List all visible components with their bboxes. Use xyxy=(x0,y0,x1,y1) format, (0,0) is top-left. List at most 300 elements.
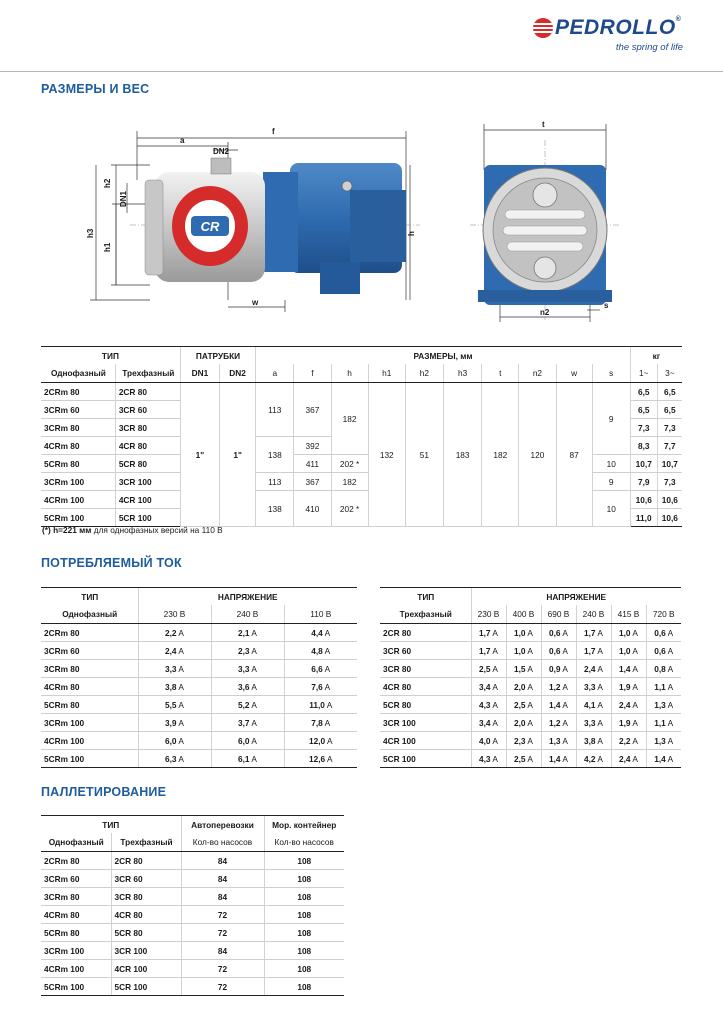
table-row xyxy=(41,678,357,696)
cur3-unit: A xyxy=(527,753,533,764)
dim-single: 5CRm 80 xyxy=(41,455,115,473)
dim-label-f: f xyxy=(272,127,275,136)
cur3-value xyxy=(471,624,506,642)
cur3-type: 5CR 100 xyxy=(380,750,471,768)
cur3-unit: A xyxy=(527,663,533,674)
dim-col-dn2: DN2 xyxy=(220,364,256,383)
cur3-amps: 1,0 xyxy=(619,645,631,656)
footnote-mark: (*) xyxy=(42,525,51,535)
dim-kg1: 11,0 xyxy=(630,509,657,527)
cur3-type: 3CR 80 xyxy=(380,660,471,678)
cur3-value xyxy=(576,642,611,660)
cur1-amps: 5,2 xyxy=(238,699,250,710)
cur3-col-volt: 690 В xyxy=(541,605,576,624)
pal-single: 4CRm 100 xyxy=(41,960,111,978)
cur3-amps: 1,2 xyxy=(549,717,561,728)
cur3-value xyxy=(576,732,611,750)
cur3-value xyxy=(576,660,611,678)
dim-col-n2: n2 xyxy=(519,364,556,383)
cur1-unit: A xyxy=(251,681,257,692)
cur1-value xyxy=(284,660,357,678)
cur1-unit: A xyxy=(251,699,257,710)
cur3-amps: 1,9 xyxy=(619,717,631,728)
cur3-h-type: ТИП xyxy=(380,588,471,606)
dim-label-h: h xyxy=(407,231,416,236)
cur3-unit: A xyxy=(632,735,638,746)
pal-sea: 108 xyxy=(264,924,344,942)
cur1-value xyxy=(284,750,357,768)
dim-label-t: t xyxy=(542,120,545,129)
dim-kg3: 10,6 xyxy=(657,491,682,509)
cur3-amps: 0,9 xyxy=(549,663,561,674)
dim-label-h2: h2 xyxy=(103,178,112,188)
cur3-value xyxy=(506,642,541,660)
cur1-amps: 6,6 xyxy=(311,663,323,674)
cur3-value xyxy=(471,732,506,750)
cur3-amps: 1,5 xyxy=(514,663,526,674)
dim-h: 182 xyxy=(331,383,368,455)
pal-h-sea: Мор. контейнер xyxy=(264,816,344,834)
cur3-amps: 2,5 xyxy=(514,753,526,764)
cur3-value xyxy=(611,660,646,678)
dim-label-n2: n2 xyxy=(540,308,550,317)
dim-label-dn2: DN2 xyxy=(213,147,230,156)
dim-h2: 51 xyxy=(405,383,443,527)
dim-col-dn1: DN1 xyxy=(180,364,219,383)
cur1-value xyxy=(211,642,284,660)
dim-f: 410 xyxy=(294,491,331,527)
cur3-unit: A xyxy=(527,735,533,746)
cur3-col-volt: 415 В xyxy=(611,605,646,624)
cur3-unit: A xyxy=(667,645,674,656)
cur3-amps: 2,5 xyxy=(514,699,526,710)
pal-auto: 84 xyxy=(181,888,264,906)
cur1-amps: 7,6 xyxy=(311,681,323,692)
table-row xyxy=(380,696,681,714)
cur3-value xyxy=(471,696,506,714)
cur3-unit: A xyxy=(492,681,498,692)
dim-f: 392 xyxy=(294,437,331,455)
cur1-unit: A xyxy=(178,627,184,638)
pal-single: 5CRm 100 xyxy=(41,978,111,996)
cur3-amps: 1,4 xyxy=(654,753,666,764)
cur3-amps: 3,3 xyxy=(584,717,596,728)
dim-n2: 120 xyxy=(519,383,556,527)
cur1-col-volt: 110 В xyxy=(284,605,357,624)
dim-label-h3: h3 xyxy=(86,228,95,238)
cur3-amps: 3,4 xyxy=(479,681,491,692)
cur3-amps: 2,4 xyxy=(619,699,631,710)
pal-auto: 72 xyxy=(181,978,264,996)
cur3-type: 2CR 80 xyxy=(380,624,471,642)
dim-label-dn1: DN1 xyxy=(119,190,128,207)
brand-tagline: the spring of life xyxy=(615,42,683,53)
cur1-value xyxy=(138,642,211,660)
cur3-value xyxy=(506,714,541,732)
cur3-amps: 1,4 xyxy=(619,663,631,674)
cur1-unit: A xyxy=(178,663,184,674)
pal-three: 4CR 100 xyxy=(111,960,181,978)
cur3-value xyxy=(646,660,681,678)
dim-label-s: s xyxy=(604,301,609,310)
brand-logo xyxy=(533,14,683,60)
cur1-type: 4CRm 80 xyxy=(41,678,138,696)
cur3-unit: A xyxy=(667,717,674,728)
cur3-value xyxy=(471,750,506,768)
cur1-type: 3CRm 100 xyxy=(41,714,138,732)
cur1-value xyxy=(211,624,284,642)
pal-auto: 84 xyxy=(181,852,264,870)
cur3-amps: 1,9 xyxy=(619,681,631,692)
cur1-amps: 3,6 xyxy=(238,681,250,692)
dim-three: 2CR 80 xyxy=(115,383,180,401)
cur3-unit: A xyxy=(597,753,603,764)
dim-kg3: 7,7 xyxy=(657,437,682,455)
pal-h-auto: Автоперевозки xyxy=(181,816,264,834)
cur1-unit: A xyxy=(324,627,331,638)
dim-dn1: 1" xyxy=(180,383,219,527)
cur1-value xyxy=(211,660,284,678)
cur1-unit: A xyxy=(251,717,257,728)
cur3-unit: A xyxy=(632,681,638,692)
cur1-unit: A xyxy=(251,735,257,746)
table-row xyxy=(41,870,344,888)
cur3-amps: 3,3 xyxy=(584,681,596,692)
cur3-amps: 4,0 xyxy=(479,735,491,746)
pal-three: 3CR 100 xyxy=(111,942,181,960)
cur3-type: 4CR 100 xyxy=(380,732,471,750)
cur3-amps: 1,1 xyxy=(654,681,666,692)
cur1-value xyxy=(211,732,284,750)
cur1-unit: A xyxy=(324,681,331,692)
cur1-unit: A xyxy=(178,735,184,746)
cur3-amps: 1,0 xyxy=(514,627,526,638)
dim-h1: 132 xyxy=(368,383,405,527)
dim-kg3: 6,5 xyxy=(657,383,682,401)
cur3-amps: 3,4 xyxy=(479,717,491,728)
cur3-value xyxy=(506,750,541,768)
cur3-amps: 0,6 xyxy=(549,627,561,638)
cur3-unit: A xyxy=(632,717,638,728)
cur1-amps: 12,0 xyxy=(308,735,326,746)
table-row xyxy=(41,852,344,870)
cur3-unit: A xyxy=(527,681,533,692)
cur3-amps: 1,7 xyxy=(584,645,596,656)
cur1-h-volt: НАПРЯЖЕНИЕ xyxy=(138,588,357,606)
cur3-amps: 0,8 xyxy=(654,663,666,674)
dim-single: 3CRm 80 xyxy=(41,419,115,437)
table-row xyxy=(41,624,357,642)
cur3-unit: A xyxy=(632,627,638,638)
cur1-amps: 3,3 xyxy=(165,663,177,674)
cur3-value xyxy=(576,750,611,768)
cur3-amps: 1,3 xyxy=(654,735,666,746)
table-row xyxy=(380,624,681,642)
dim-h-kg: кг xyxy=(630,347,682,365)
dim-t: 182 xyxy=(482,383,519,527)
cur1-amps: 2,3 xyxy=(238,645,250,656)
dim-h: 202 * xyxy=(331,455,368,473)
cur3-h-volt: НАПРЯЖЕНИЕ xyxy=(471,588,681,606)
dim-dn2: 1" xyxy=(220,383,256,527)
cur1-amps: 7,8 xyxy=(311,717,323,728)
cur3-amps: 1,4 xyxy=(549,753,561,764)
cur3-value xyxy=(471,714,506,732)
pump-logo-text: CR xyxy=(200,219,220,234)
cur3-value xyxy=(576,678,611,696)
table-row xyxy=(380,714,681,732)
cur1-amps: 4,4 xyxy=(311,627,323,638)
dim-col-kg1: 1~ xyxy=(630,364,657,383)
cur3-amps: 1,2 xyxy=(549,681,561,692)
pal-sea: 108 xyxy=(264,978,344,996)
cur3-unit: A xyxy=(492,663,498,674)
pal-three: 3CR 60 xyxy=(111,870,181,888)
cur3-unit: A xyxy=(597,717,603,728)
cur3-unit: A xyxy=(562,699,568,710)
section-title-current: ПОТРЕБЛЯЕМЫЙ ТОК xyxy=(41,556,182,570)
dim-s: 9 xyxy=(592,383,630,455)
cur3-value xyxy=(541,660,576,678)
pal-three: 2CR 80 xyxy=(111,852,181,870)
cur1-unit: A xyxy=(251,627,257,638)
cur3-value xyxy=(611,624,646,642)
pump-front-view xyxy=(478,165,612,305)
table-row xyxy=(41,732,357,750)
cur1-amps: 6,1 xyxy=(238,753,250,764)
cur3-amps: 2,4 xyxy=(619,753,631,764)
cur1-col-volt: 240 В xyxy=(211,605,284,624)
dim-col-h2: h2 xyxy=(405,364,443,383)
cur3-value xyxy=(471,660,506,678)
cur1-amps: 4,8 xyxy=(311,645,323,656)
cur3-amps: 4,3 xyxy=(479,699,491,710)
cur1-unit: A xyxy=(326,699,333,710)
cur3-amps: 0,6 xyxy=(654,627,666,638)
cur3-unit: A xyxy=(632,663,638,674)
dim-kg1: 7,3 xyxy=(630,419,657,437)
cur1-type: 5CRm 100 xyxy=(41,750,138,768)
cur3-unit: A xyxy=(667,663,674,674)
pal-three: 4CR 80 xyxy=(111,906,181,924)
cur3-amps: 3,8 xyxy=(584,735,596,746)
brand-reg: ® xyxy=(675,16,682,23)
cur3-unit: A xyxy=(562,645,568,656)
cur3-amps: 1,3 xyxy=(549,735,561,746)
cur1-amps: 12,6 xyxy=(308,753,326,764)
pal-sea: 108 xyxy=(264,870,344,888)
cur3-unit: A xyxy=(562,681,568,692)
cur1-unit: A xyxy=(251,663,257,674)
cur1-unit: A xyxy=(324,645,331,656)
cur1-unit: A xyxy=(178,681,184,692)
cur3-unit: A xyxy=(667,753,674,764)
cur3-amps: 2,0 xyxy=(514,717,526,728)
cur1-unit: A xyxy=(178,699,184,710)
logo-ball-icon xyxy=(533,18,553,38)
pal-sea: 108 xyxy=(264,852,344,870)
dim-kg3: 10,6 xyxy=(657,509,682,527)
dim-three: 3CR 100 xyxy=(115,473,180,491)
dim-single: 3CRm 100 xyxy=(41,473,115,491)
cur3-value xyxy=(541,678,576,696)
cur3-amps: 1,3 xyxy=(654,699,666,710)
cur1-value xyxy=(138,732,211,750)
cur3-value xyxy=(541,696,576,714)
cur3-value xyxy=(506,678,541,696)
dim-single: 4CRm 100 xyxy=(41,491,115,509)
cur1-unit: A xyxy=(178,753,184,764)
cur3-value xyxy=(611,678,646,696)
dim-col-s: s xyxy=(592,364,630,383)
dim-s: 9 xyxy=(592,473,630,491)
cur3-amps: 4,2 xyxy=(584,753,596,764)
dim-w: 87 xyxy=(556,383,592,527)
pal-single: 2CRm 80 xyxy=(41,852,111,870)
cur3-value xyxy=(646,750,681,768)
pal-auto: 72 xyxy=(181,960,264,978)
table-row xyxy=(41,942,344,960)
dim-h-ports: ПАТРУБКИ xyxy=(180,347,255,365)
cur1-amps: 11,0 xyxy=(309,699,325,710)
pal-three: 5CR 100 xyxy=(111,978,181,996)
dim-three: 3CR 80 xyxy=(115,419,180,437)
dim-label-a: a xyxy=(180,136,185,145)
cur3-value xyxy=(506,732,541,750)
dim-h3: 183 xyxy=(444,383,482,527)
table-row xyxy=(41,660,357,678)
cur3-amps: 1,0 xyxy=(619,627,631,638)
cur3-unit: A xyxy=(597,645,603,656)
table-row xyxy=(380,642,681,660)
dim-single: 4CRm 80 xyxy=(41,437,115,455)
table-row xyxy=(380,660,681,678)
cur3-value xyxy=(646,642,681,660)
cur1-value xyxy=(211,714,284,732)
cur3-value xyxy=(646,696,681,714)
cur1-amps: 3,7 xyxy=(238,717,250,728)
cur1-amps: 2,2 xyxy=(165,627,177,638)
dim-col-w: w xyxy=(556,364,592,383)
cur3-value xyxy=(646,624,681,642)
cur3-col-type: Трехфазный xyxy=(380,605,471,624)
cur1-unit: A xyxy=(324,717,331,728)
table-row xyxy=(41,696,357,714)
cur1-value xyxy=(211,750,284,768)
dim-single: 5CRm 100 xyxy=(41,509,115,527)
pal-col-three: Трехфазный xyxy=(111,833,181,852)
dim-three: 4CR 100 xyxy=(115,491,180,509)
cur1-amps: 2,4 xyxy=(165,645,177,656)
cur3-type: 3CR 100 xyxy=(380,714,471,732)
cur3-value xyxy=(611,750,646,768)
pal-col-qty-sea: Кол-во насосов xyxy=(264,833,344,852)
cur1-value xyxy=(211,678,284,696)
pal-sea: 108 xyxy=(264,888,344,906)
cur3-value xyxy=(541,714,576,732)
cur3-type: 5CR 80 xyxy=(380,696,471,714)
cur3-value xyxy=(541,750,576,768)
cur1-type: 3CRm 80 xyxy=(41,660,138,678)
cur3-unit: A xyxy=(527,627,533,638)
pump-dimension-drawing xyxy=(0,105,723,337)
cur1-value xyxy=(138,714,211,732)
cur1-type: 5CRm 80 xyxy=(41,696,138,714)
brand-name: PEDROLLO xyxy=(555,16,676,39)
dim-kg3: 7,3 xyxy=(657,473,682,491)
cur3-value xyxy=(541,732,576,750)
table-row xyxy=(41,906,344,924)
cur1-value xyxy=(138,678,211,696)
cur1-value xyxy=(284,642,357,660)
cur3-unit: A xyxy=(492,717,498,728)
table-row xyxy=(41,383,682,401)
pump-side-view xyxy=(145,158,406,294)
cur3-value xyxy=(611,642,646,660)
cur1-value xyxy=(138,696,211,714)
dim-kg3: 7,3 xyxy=(657,419,682,437)
cur3-value xyxy=(541,642,576,660)
cur3-value xyxy=(646,714,681,732)
pal-three: 3CR 80 xyxy=(111,888,181,906)
table-row xyxy=(41,960,344,978)
cur3-unit: A xyxy=(492,735,498,746)
cur3-amps: 1,0 xyxy=(514,645,526,656)
dim-kg1: 10,7 xyxy=(630,455,657,473)
cur1-amps: 6,3 xyxy=(165,753,177,764)
cur3-unit: A xyxy=(597,681,603,692)
pal-single: 4CRm 80 xyxy=(41,906,111,924)
table-row xyxy=(41,888,344,906)
dim-col-three: Трехфазный xyxy=(115,364,180,383)
cur3-unit: A xyxy=(632,645,638,656)
cur1-amps: 3,3 xyxy=(238,663,250,674)
cur3-value xyxy=(646,678,681,696)
pallet-table xyxy=(41,815,344,996)
cur3-unit: A xyxy=(597,627,603,638)
pal-single: 3CRm 60 xyxy=(41,870,111,888)
pal-sea: 108 xyxy=(264,906,344,924)
dim-single: 2CRm 80 xyxy=(41,383,115,401)
pal-sea: 108 xyxy=(264,960,344,978)
cur3-amps: 0,6 xyxy=(654,645,666,656)
cur3-unit: A xyxy=(597,663,603,674)
cur3-value xyxy=(506,660,541,678)
dim-h: 182 xyxy=(331,473,368,491)
dim-three: 5CR 100 xyxy=(115,509,180,527)
cur1-value xyxy=(284,696,357,714)
cur1-unit: A xyxy=(178,717,184,728)
dim-three: 4CR 80 xyxy=(115,437,180,455)
pal-single: 5CRm 80 xyxy=(41,924,111,942)
cur3-col-volt: 720 В xyxy=(646,605,681,624)
dim-col-h1: h1 xyxy=(368,364,405,383)
cur3-unit: A xyxy=(527,699,533,710)
dim-three: 5CR 80 xyxy=(115,455,180,473)
dim-h-dims: РАЗМЕРЫ, мм xyxy=(256,347,631,365)
table-row xyxy=(41,750,357,768)
cur1-unit: A xyxy=(326,735,333,746)
dim-s: 10 xyxy=(592,455,630,473)
cur1-unit: A xyxy=(326,753,333,764)
footnote-text: для однофазных версий на 110 В xyxy=(93,525,223,535)
pal-auto: 72 xyxy=(181,906,264,924)
cur3-unit: A xyxy=(632,753,638,764)
dim-a: 113 xyxy=(256,383,294,437)
dim-col-h3: h3 xyxy=(444,364,482,383)
cur3-unit: A xyxy=(597,699,603,710)
dim-three: 3CR 60 xyxy=(115,401,180,419)
